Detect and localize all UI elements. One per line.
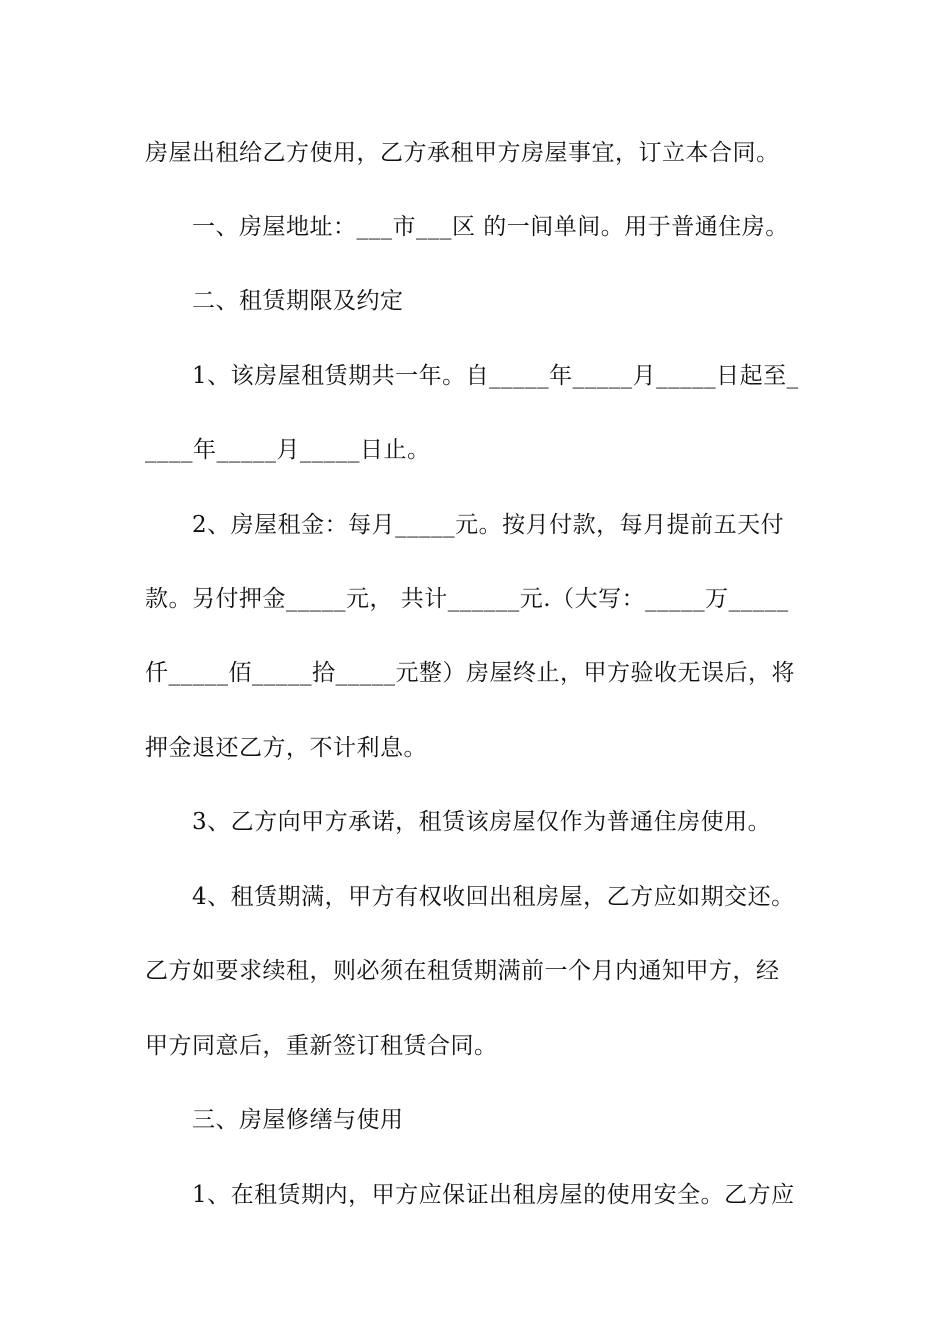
text-line-13: 甲方同意后，重新签订租赁合同。 — [145, 1033, 498, 1059]
section-heading-lease-term: 二、租赁期限及约定 — [192, 288, 404, 314]
text-line-11: 4、租赁期满，甲方有权收回出租房屋，乙方应如期交还。 — [192, 884, 795, 910]
text-line-10: 3、乙方向甲方承诺，租赁该房屋仅作为普通住房使用。 — [192, 809, 772, 835]
section-heading-repair-use: 三、房屋修缮与使用 — [192, 1107, 404, 1133]
text-line-2: 一、房屋地址：___市___区 的一间单间。用于普通住房。 — [192, 214, 789, 240]
text-line-6: 2、房屋租金：每月_____元。按月付款，每月提前五天付 — [192, 512, 785, 538]
text-line-15: 1、在租赁期内，甲方应保证出租房屋的使用安全。乙方应 — [192, 1182, 795, 1208]
text-line-8: 仟_____佰_____拾_____元整）房屋终止，甲方验收无误后，将 — [145, 660, 795, 686]
text-line-7: 款。另付押金_____元， 共计______元.（大写：_____万_____ — [145, 586, 789, 612]
text-line-5: ____年_____月_____日止。 — [145, 437, 431, 463]
text-line-12: 乙方如要求续租，则必须在租赁期满前一个月内通知甲方，经 — [145, 958, 780, 984]
text-line-4: 1、该房屋租赁期共一年。自_____年_____月_____日起至_ — [192, 363, 799, 389]
text-line-9: 押金退还乙方，不计利息。 — [145, 735, 427, 761]
text-line-1: 房屋出租给乙方使用，乙方承租甲方房屋事宜，订立本合同。 — [145, 140, 780, 166]
